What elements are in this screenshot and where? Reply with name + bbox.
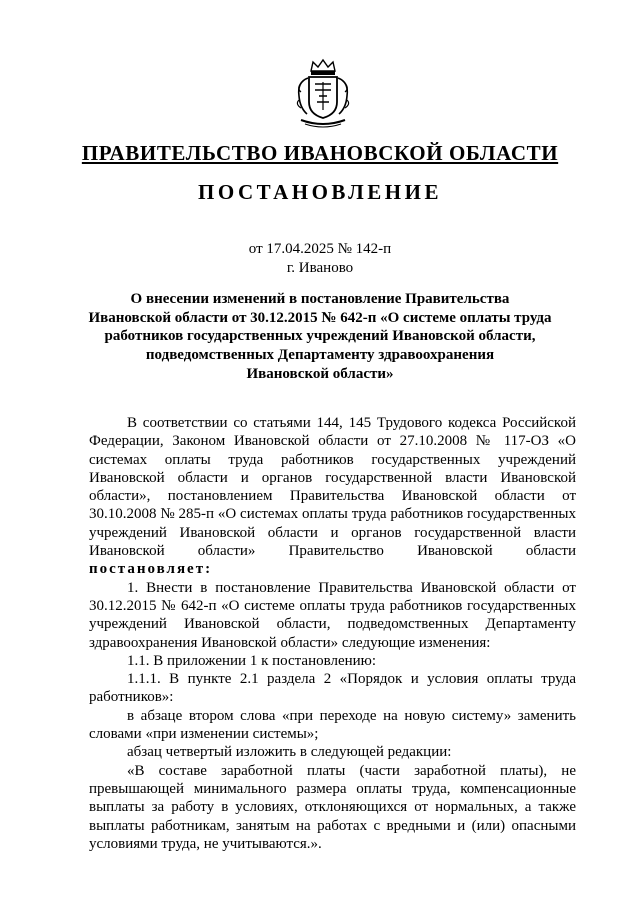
document-heading [88, 290, 552, 384]
document-type: ПОСТАНОВЛЕНИЕ [198, 180, 442, 204]
heading-line: О внесении изменений в постановление Правительства [130, 291, 510, 307]
paragraph-item-1-1: 1.1. В приложении 1 к постановлению: [127, 652, 377, 669]
paragraph-quote: «В составе заработной платы (части заработной платы), не превышающей минимального размера оплаты труда, компенсационные выплаты за работу в условиях, отклоняющихся от нормальных, а также выплаты работникам, занятым на работах с вредными и (или) опасными условиями труда, не учитываются.». [89, 762, 576, 852]
paragraph-item-1: 1. Внести в постановление Правительства Ивановской области от 30.12.2015 № 642-п «О системе оплаты труда работников государственных учреждений Ивановской области, подведомственных Департаменту здравоохранения Ивановской области» следующие изменения: [89, 579, 576, 651]
preamble-text: В соответствии со статьями 144, 145 Трудового кодекса Российской Федерации, Законом Ивановской области от 27.10.2008 № 117-ОЗ «О системах оплаты труда работников государственных учреждений Ивановской области и органов государственной власти Ивановской области», постановлением Правительства Ивановской области от 30.10.2008 № 285-п «О системах оплаты труда работников государственных учреждений Ивановской области и органов государственной власти Ивановской области» Правительство Ивановской области [89, 415, 576, 560]
coat-of-arms-icon [293, 58, 353, 130]
paragraph-item-1-1-1: 1.1.1. В пункте 2.1 раздела 2 «Порядок и условия оплаты труда работников»: [89, 671, 576, 706]
document-body [89, 414, 576, 853]
document-date-number: от 17.04.2025 № 142-п [248, 241, 392, 257]
government-title: ПРАВИТЕЛЬСТВО ИВАНОВСКОЙ ОБЛАСТИ [81, 141, 559, 165]
resolves-word: постановляет: [89, 561, 213, 578]
paragraph-preamble [89, 414, 576, 579]
paragraph-amendment-1: в абзаце втором слова «при переходе на новую систему» заменить словами «при изменении системы»; [89, 707, 576, 743]
paragraph-amendment-2: абзац четвертый изложить в следующей редакции: [127, 744, 452, 761]
heading-line: Ивановской области» [246, 365, 394, 382]
heading-line: подведомственных Департаменту здравоохранения [145, 347, 495, 364]
heading-line: работников государственных учреждений Ивановской области, [104, 328, 536, 345]
document-city: г. Иваново [286, 260, 354, 276]
heading-line: Ивановской области от 30.12.2015 № 642-п «О системе оплаты труда [88, 309, 552, 326]
